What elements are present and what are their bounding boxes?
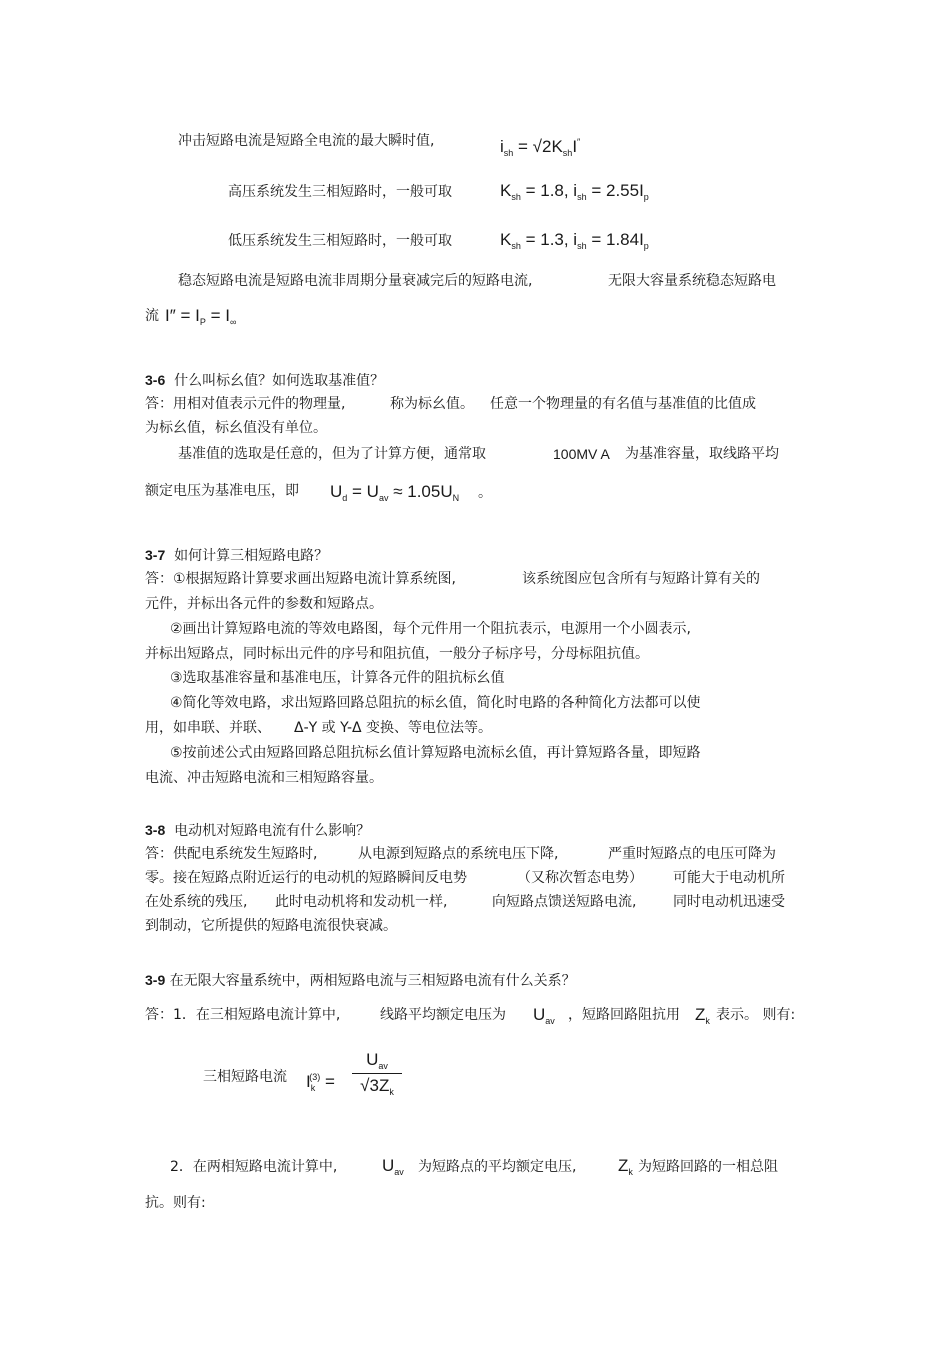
answer-3-6-line4a: 额定电压为基准电压，即: [145, 483, 299, 499]
answer-3-6-line2: 为标幺值，标幺值没有单位。: [145, 420, 327, 436]
formula-low-voltage: $K_{sh} = 1.3$, $i_{sh} = 1.84I_p$: [500, 230, 649, 251]
answer-3-8-line1c: 严重时短路点的电压可降为: [608, 846, 776, 862]
question-3-7: [145, 545, 328, 566]
answer-3-6-line1c: 任意一个物理量的有名值与基准值的比值成: [490, 396, 756, 412]
answer-3-9-line4: 抗。则有:: [145, 1195, 206, 1211]
question-number: 3-7: [145, 547, 166, 563]
question-title: 电动机对短路电流有什么影响？: [174, 823, 371, 839]
steady-current-text-b: 无限大容量系统稳态短路电: [608, 273, 776, 289]
answer-3-9-line1a: 答：1．在三相短路电流计算中,: [145, 1007, 341, 1023]
answer-3-9-line3a: 2．在两相短路电流计算中,: [170, 1159, 338, 1175]
answer-3-8-line2b: （又称次暂态电势）: [517, 870, 643, 886]
symbol-zk: $Z_k$: [695, 1005, 710, 1026]
steady-current-text-a: 稳态短路电流是短路电流非周期分量衰减完后的短路电流,: [178, 273, 533, 289]
formula-high-voltage: $K_{sh} = 1.8$, $i_{sh} = 2.55I_p$: [500, 181, 649, 202]
question-3-6: [145, 370, 384, 391]
question-3-8: [145, 820, 370, 841]
question-number: 3-9: [145, 972, 166, 988]
answer-3-7-line7b: Δ-Y 或 Y-Δ 变换、等电位法等。: [294, 720, 493, 736]
answer-3-6-line4-end: 。: [478, 485, 492, 501]
answer-3-9-three-phase-label: 三相短路电流: [203, 1069, 287, 1085]
answer-3-8-line3d: 同时电动机迅速受: [673, 894, 785, 910]
answer-3-7-line1b: 该系统图应包含所有与短路计算有关的: [522, 571, 760, 587]
answer-3-9-line1c: ，短路回路阻抗用: [568, 1007, 680, 1023]
high-voltage-text: 高压系统发生三相短路时，一般可取: [228, 184, 452, 200]
answer-3-9-line1b: 线路平均额定电压为: [380, 1007, 506, 1023]
answer-3-7-line3: ②画出计算短路电流的等效电路图，每个元件用一个阻抗表示，电源用一个小圆表示,: [170, 621, 691, 637]
answer-3-9-line1d: 表示。 则有:: [716, 1007, 796, 1023]
answer-3-7-line1a: 答：①根据短路计算要求画出短路电流计算系统图,: [145, 571, 456, 587]
answer-3-7-line7a: 用，如串联、并联、: [145, 720, 271, 736]
answer-3-6-line1b: 称为标幺值。: [390, 396, 474, 412]
answer-3-8-line4: 到制动，它所提供的短路电流很快衰减。: [145, 918, 397, 934]
question-title: 如何计算三相短路电路？: [174, 548, 329, 564]
answer-3-6-line3b: 100MV A: [553, 446, 610, 462]
formula-steady: $I'' = I_P = I_\infty$: [165, 306, 237, 327]
question-number: 3-6: [145, 372, 166, 388]
symbol-uav: $U_{av}$: [533, 1005, 555, 1026]
symbol-ik3: $I_k^{(3)}$ =: [306, 1072, 335, 1093]
answer-3-7-line5: ③选取基准容量和基准电压，计算各元件的阻抗标幺值: [170, 670, 505, 686]
formula-ish: $i_{sh} = √2K_{sh}I''$: [500, 137, 581, 158]
question-title: 在无限大容量系统中，两相短路电流与三相短路电流有什么关系？: [169, 973, 576, 989]
answer-3-8-line1b: 从电源到短路点的系统电压下降,: [358, 846, 559, 862]
answer-3-9-line3c: 为短路回路的一相总阻: [638, 1159, 778, 1175]
answer-3-8-line2c: 可能大于电动机所: [673, 870, 785, 886]
fraction-three-phase: $U_{av}$ $√3Z_k$: [352, 1050, 402, 1102]
symbol-zk-2: $Z_k$: [618, 1156, 633, 1177]
question-3-9: [145, 970, 576, 991]
symbol-uav-2: $U_{av}$: [382, 1156, 404, 1177]
answer-3-7-line8: ⑤按前述公式由短路回路总阻抗标幺值计算短路电流标幺值，再计算短路各量，即短路: [170, 745, 701, 761]
answer-3-8-line1a: 答：供配电系统发生短路时,: [145, 846, 318, 862]
low-voltage-text: 低压系统发生三相短路时，一般可取: [228, 233, 452, 249]
answer-3-8-line2a: 零。接在短路点附近运行的电动机的短路瞬间反电势: [145, 870, 467, 886]
answer-3-9-line3b: 为短路点的平均额定电压,: [418, 1159, 577, 1175]
question-number: 3-8: [145, 822, 166, 838]
formula-base-voltage: $U_d = U_{av} \approx 1.05U_N$: [330, 482, 460, 503]
steady-current-text-c: 流: [145, 308, 159, 324]
answer-3-6-line3a: 基准值的选取是任意的，但为了计算方便，通常取: [178, 446, 486, 462]
answer-3-6-line3c: 为基准容量，取线路平均: [625, 446, 779, 462]
answer-3-8-line3a: 在处系统的残压,: [145, 894, 248, 910]
answer-3-7-line9: 电流、冲击短路电流和三相短路容量。: [145, 770, 383, 786]
answer-3-7-line4: 并标出短路点，同时标出元件的序号和阻抗值，一般分子标序号，分母标阻抗值。: [145, 646, 649, 662]
answer-3-8-line3b: 此时电动机将和发动机一样,: [275, 894, 448, 910]
answer-3-7-line2: 元件，并标出各元件的参数和短路点。: [145, 596, 383, 612]
answer-3-7-line6: ④简化等效电路，求出短路回路总阻抗的标幺值，简化时电路的各种简化方法都可以使: [170, 695, 701, 711]
answer-3-6-line1a: 答：用相对值表示元件的物理量,: [145, 396, 346, 412]
question-title: 什么叫标幺值？如何选取基准值？: [174, 373, 385, 389]
answer-3-8-line3c: 向短路点馈送短路电流,: [492, 894, 637, 910]
impulse-current-text: 冲击短路电流是短路全电流的最大瞬时值,: [178, 133, 435, 149]
